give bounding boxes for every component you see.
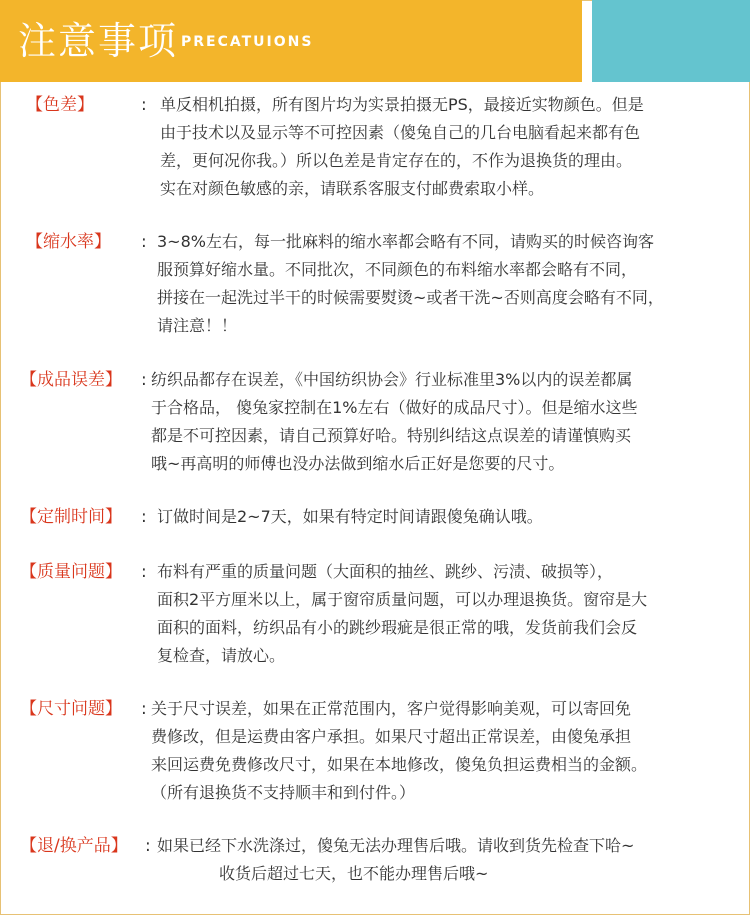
text-line: 实在对颜色敏感的亲，请联系客服支付邮费索取小样。 — [160, 179, 545, 198]
label-colon: : — [141, 507, 147, 527]
text-line: 请注意！！ — [157, 316, 238, 335]
text-line: （所有退换货不支持顺丰和到付件。） — [151, 783, 416, 802]
header-banner — [0, 0, 582, 82]
text-line: 关于尺寸误差，如果在正常范围内，客户觉得影响美观，可以寄回免 — [151, 699, 632, 718]
page-title: 注意事项 — [18, 19, 179, 63]
text-line: 面积2平方厘米以上，属于窗帘质量问题，可以办理退换货。窗帘是大 — [157, 590, 648, 609]
text-line: 由于技术以及显示等不可控因素（傻兔自己的几台电脑看起来都有色 — [160, 123, 641, 142]
text-line: 订做时间是2~7天，如果有特定时间请跟傻兔确认哦。 — [157, 507, 543, 526]
label-colon: : — [141, 562, 147, 582]
header-accent-block — [592, 0, 750, 82]
text-line: 费修改，但是运费由客户承担。如果尺寸超出正常误差，由傻兔承担 — [151, 727, 632, 746]
text-line: 如果已经下水洗涤过，傻兔无法办理售后哦。请收到货先检查下哈~ — [157, 836, 635, 855]
text-line: 拼接在一起洗过半干的时候需要熨烫~或者干洗~否则高度会略有不同， — [157, 288, 664, 307]
page-subtitle: PRECATUIONS — [181, 34, 314, 50]
section-label: 【尺寸问题】 — [20, 699, 122, 719]
label-colon: : — [141, 232, 147, 252]
text-line: 哦~再高明的师傅也没办法做到缩水后正好是您要的尺寸。 — [151, 454, 565, 473]
text-line: 复检查，请放心。 — [157, 646, 286, 665]
text-line: 差，更何况你我。）所以色差是肯定存在的，不作为退换货的理由。 — [160, 151, 633, 170]
section-label: 【色差】 — [26, 95, 94, 115]
section-label: 【缩水率】 — [26, 232, 111, 252]
label-colon: : — [141, 370, 147, 390]
text-line: 都是不可控因素，请自己预算好哈。特别纠结这点误差的请谨慎购买 — [151, 426, 632, 445]
text-line: 布料有严重的质量问题（大面积的抽丝、跳纱、污渍、破损等）， — [157, 562, 614, 581]
label-colon: : — [145, 836, 151, 856]
text-line: 来回运费免费修改尺寸，如果在本地修改，傻兔负担运费相当的金额。 — [151, 755, 648, 774]
text-line: 单反相机拍摄，所有图片均为实景拍摄无PS，最接近实物颜色。但是 — [160, 95, 644, 114]
text-line: 收货后超过七天，也不能办理售后哦~ — [219, 864, 489, 883]
text-line: 服预算好缩水量。不同批次，不同颜色的布料缩水率都会略有不同， — [157, 260, 638, 279]
text-line: 于合格品， 傻兔家控制在1%左右（做好的成品尺寸）。但是缩水这些 — [151, 398, 638, 417]
section-label: 【定制时间】 — [20, 507, 122, 527]
section-label: 【退/换产品】 — [20, 836, 128, 856]
section-label: 【质量问题】 — [20, 562, 122, 582]
label-colon: : — [141, 699, 147, 719]
section-label: 【成品误差】 — [20, 370, 122, 390]
text-line: 面积的面料，纺织品有小的跳纱瑕疵是很正常的哦，发货前我们会反 — [157, 618, 638, 637]
text-line: 纺织品都存在误差，《中国纺织协会》行业标准里3%以内的误差都属 — [151, 370, 633, 389]
label-colon: : — [141, 95, 147, 115]
text-line: 3~8%左右，每一批麻料的缩水率都会略有不同，请购买的时候咨询客 — [157, 232, 654, 251]
